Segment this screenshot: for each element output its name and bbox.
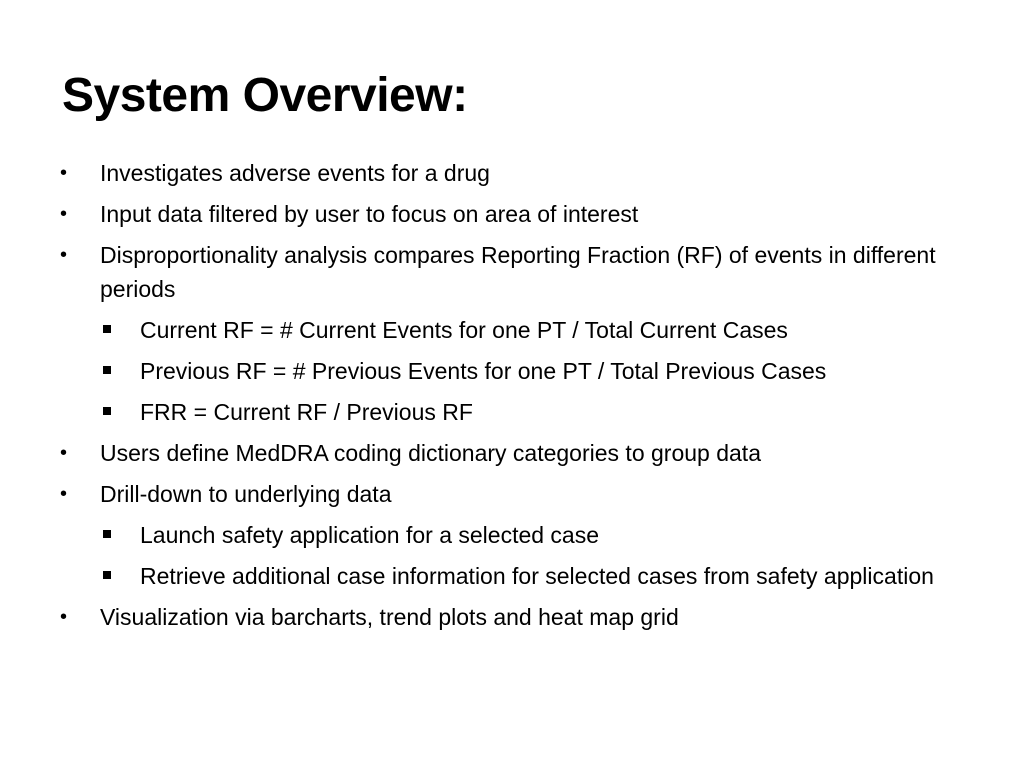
bullet-text: Investigates adverse events for a drug bbox=[100, 160, 490, 186]
sub-bullet-text: Previous RF = # Previous Events for one PT / Total Previous Cases bbox=[140, 358, 827, 384]
sub-bullet-text: Retrieve additional case information for selected cases from safety application bbox=[140, 563, 934, 589]
sub-bullet-item bbox=[0, 354, 1024, 388]
bullet-text: Drill-down to underlying data bbox=[100, 481, 392, 507]
square-bullet-icon bbox=[103, 366, 111, 374]
slide-title: System Overview: bbox=[62, 69, 468, 122]
bullet-text: Users define MedDRA coding dictionary categories to group data bbox=[100, 440, 761, 466]
bullet-item bbox=[0, 600, 1024, 634]
bullet-list bbox=[0, 156, 1024, 641]
bullet-dot-icon: • bbox=[60, 244, 68, 266]
sub-bullet-text: Current RF = # Current Events for one PT / Total Current Cases bbox=[140, 317, 788, 343]
sub-bullet-text: Launch safety application for a selected case bbox=[140, 522, 600, 548]
bullet-text: Input data filtered by user to focus on area of interest bbox=[100, 201, 639, 227]
square-bullet-icon bbox=[103, 325, 111, 333]
bullet-item bbox=[0, 238, 1024, 306]
bullet-item bbox=[0, 197, 1024, 231]
sub-bullet-item bbox=[0, 559, 1024, 593]
bullet-dot-icon: • bbox=[60, 442, 68, 464]
square-bullet-icon bbox=[103, 571, 111, 579]
sub-bullet-item bbox=[0, 313, 1024, 347]
sub-bullet-text: FRR = Current RF / Previous RF bbox=[140, 399, 473, 425]
bullet-dot-icon: • bbox=[60, 606, 68, 628]
bullet-dot-icon: • bbox=[60, 162, 68, 184]
bullet-text: Visualization via barcharts, trend plots and heat map grid bbox=[100, 604, 679, 630]
bullet-item bbox=[0, 156, 1024, 190]
sub-bullet-item bbox=[0, 518, 1024, 552]
square-bullet-icon bbox=[103, 530, 111, 538]
bullet-dot-icon: • bbox=[60, 483, 68, 505]
bullet-dot-icon: • bbox=[60, 203, 68, 225]
bullet-item bbox=[0, 477, 1024, 511]
bullet-item bbox=[0, 436, 1024, 470]
sub-bullet-item bbox=[0, 395, 1024, 429]
square-bullet-icon bbox=[103, 407, 111, 415]
bullet-text: Disproportionality analysis compares Reporting Fraction (RF) of events in different periods bbox=[100, 242, 936, 302]
